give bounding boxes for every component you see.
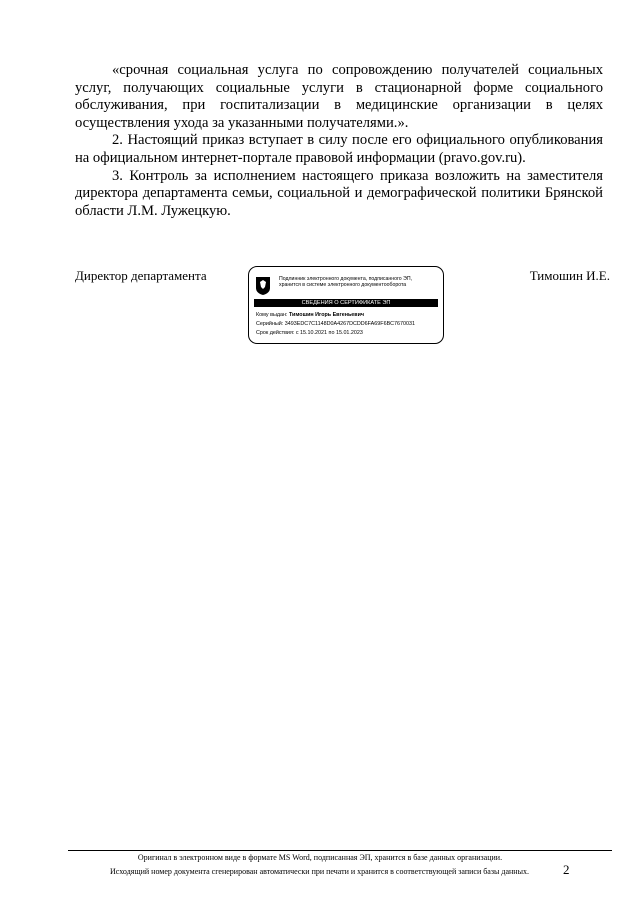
stamp-owner-label: Кому выдан: bbox=[256, 312, 288, 318]
signer-name: Тимошин И.Е. bbox=[529, 268, 610, 283]
stamp-notice-line-1: Подлинник электронного документа, подписанного ЭП, bbox=[279, 276, 413, 282]
footer-divider bbox=[68, 850, 612, 851]
paragraph-service-definition: «срочная социальная услуга по сопровождению получателей социальных услуг, получающих социальные услуги в стационарной форме социального обслуживания, при госпитализации в медицинские организации в целях осуществления ухода за указанными получателями.». bbox=[75, 62, 603, 131]
paragraph-effective-date: 2. Настоящий приказ вступает в силу после его официального опубликования на официальном интернет-портале правовой информации (pravo.gov.ru). bbox=[75, 132, 603, 166]
stamp-serial bbox=[256, 321, 415, 327]
stamp-owner bbox=[256, 312, 364, 318]
stamp-notice bbox=[279, 276, 439, 289]
signer-title: Директор департамента bbox=[75, 268, 207, 283]
electronic-signature-stamp bbox=[248, 266, 444, 344]
stamp-serial-value: 3493EDC7C1148D0A4267DCDD6FA69F6BC7670031 bbox=[284, 321, 416, 327]
coat-of-arms-icon bbox=[255, 276, 271, 296]
document-body bbox=[75, 62, 603, 220]
stamp-notice-line-2: хранится в системе электронного документооборота bbox=[279, 282, 407, 289]
page-number: 2 bbox=[563, 862, 570, 877]
stamp-validity-label: Срок действия: bbox=[256, 330, 295, 336]
stamp-validity-value: с 15.10.2021 по 15.01.2023 bbox=[295, 330, 363, 336]
paragraph-control: 3. Контроль за исполнением настоящего приказа возложить на заместителя директора департамента семьи, социальной и демографической политики Брянской области Л.М. Лужецкую. bbox=[75, 167, 603, 219]
stamp-serial-label: Серийный: bbox=[256, 321, 284, 327]
footer-note-number: Исходящий номер документа сгенерирован автоматически при печати и хранится в соответствующей записи базы данных. bbox=[110, 867, 529, 876]
stamp-validity bbox=[256, 330, 363, 336]
stamp-owner-value: Тимошин Игорь Евгеньевич bbox=[288, 312, 365, 318]
stamp-header: СВЕДЕНИЯ О СЕРТИФИКАТЕ ЭП bbox=[254, 299, 438, 307]
footer-note-original: Оригинал в электронном виде в формате MS Word, подписанная ЭП, хранится в базе данных организации. bbox=[137, 853, 503, 862]
